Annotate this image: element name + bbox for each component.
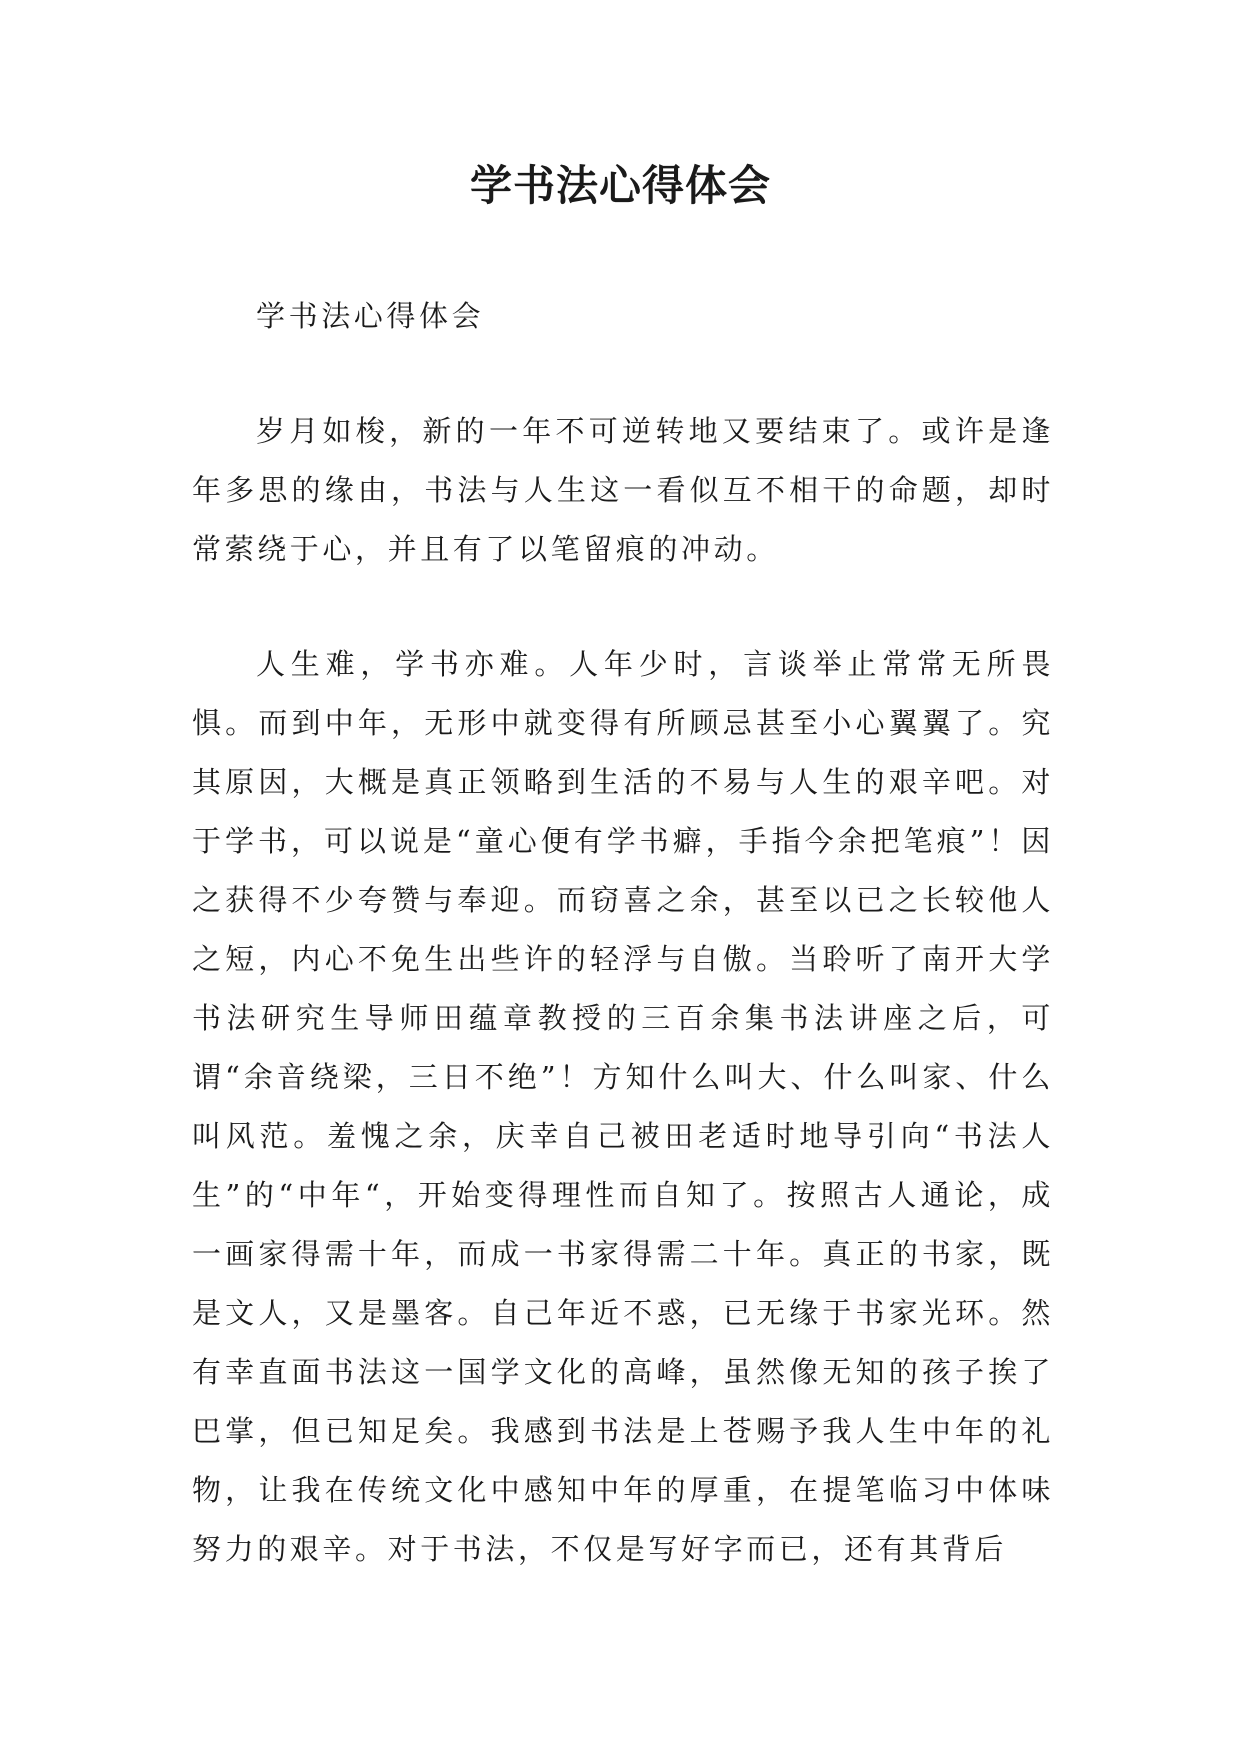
body-paragraph-1: 岁月如梭，新的一年不可逆转地又要结束了。或许是逢年多思的缘由，书法与人生这一看似互不相干的命题，却时常萦绕于心，并且有了以笔留痕的冲动。 [192, 414, 1054, 566]
body-paragraph-2: 人生难，学书亦难。人年少时，言谈举止常常无所畏惧。而到中年，无形中就变得有所顾忌甚至小心翼翼了。究其原因，大概是真正领略到生活的不易与人生的艰辛吧。对于学书，可以说是“童心便有学书癖，手指今余把笔痕”！因之获得不少夸赞与奉迎。而窃喜之余，甚至以已之长较他人之短，内心不免生出些许的轻浮与自傲。当聆听了南开大学书法研究生导师田蕴章教授的三百余集书法讲座之后，可谓“余音绕梁，三日不绝”！方知什么叫大、什么叫家、什么叫风范。羞愧之余，庆幸自己被田老适时地导引向“书法人生”的“中年“，开始变得理性而自知了。按照古人通论，成一画家得需十年，而成一书家得需二十年。真正的书家，既是文人，又是墨客。自己年近不惑，已无缘于书家光环。然有幸直面书法这一国学文化的高峰，虽然像无知的孩子挨了巴掌，但已知足矣。我感到书法是上苍赐予我人生中年的礼物，让我在传统文化中感知中年的厚重，在提笔临习中体味努力的艰辛。对于书法，不仅是写好字而已，还有其背后 [192, 647, 1054, 1566]
document-title: 学书法心得体会 [469, 161, 771, 210]
document-subtitle-paragraph: 学书法心得体会 [256, 299, 485, 333]
